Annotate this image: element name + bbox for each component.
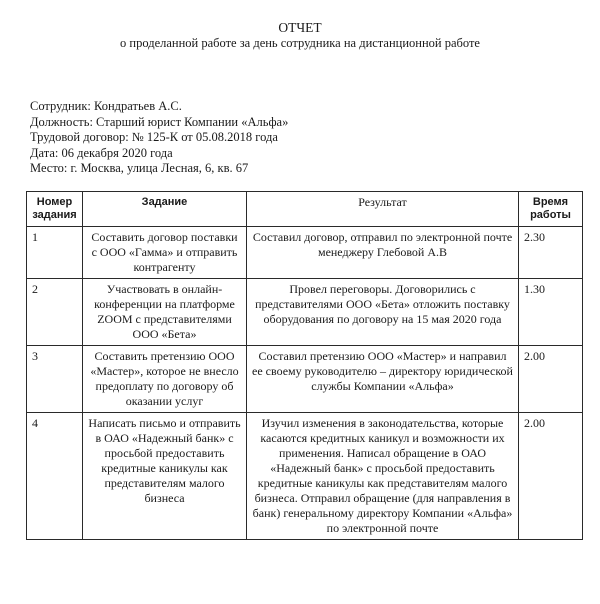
date-line: Дата: 06 декабря 2020 года xyxy=(30,145,173,160)
row-time: 2.00 xyxy=(519,346,583,413)
row-time: 1.30 xyxy=(519,279,583,346)
row-time: 2.00 xyxy=(519,413,583,540)
row-num: 4 xyxy=(27,413,83,540)
table-header-row xyxy=(27,192,583,227)
row-num: 1 xyxy=(27,227,83,279)
table-row xyxy=(27,346,583,413)
row-num: 3 xyxy=(27,346,83,413)
row-task: Составить претензию ООО «Мастер», которое не внесло предоплату по договору об оказании услуг xyxy=(83,346,247,413)
table-row xyxy=(27,227,583,279)
row-result: Провел переговоры. Договорились с представителями ООО «Бета» отложить поставку оборудования по договору на 15 мая 2020 года xyxy=(247,279,519,346)
row-task: Участвовать в онлайн-конференции на платформе ZOOM с представителями ООО «Бета» xyxy=(83,279,247,346)
position-line: Должность: Старший юрист Компании «Альфа» xyxy=(30,114,289,129)
row-num: 2 xyxy=(27,279,83,346)
employee-line: Сотрудник: Кондратьев А.С. xyxy=(30,99,182,113)
header-num: Номер задания xyxy=(27,192,83,227)
row-result: Составил договор, отправил по электронной почте менеджеру Глебовой А.В xyxy=(247,227,519,279)
employee-info xyxy=(30,99,288,177)
row-time: 2.30 xyxy=(519,227,583,279)
contract-line: Трудовой договор: № 125-К от 05.08.2018 года xyxy=(30,130,278,144)
place-line: Место: г. Москва, улица Лесная, 6, кв. 67 xyxy=(30,161,249,175)
report-title: ОТЧЕТ xyxy=(278,20,322,35)
table-row xyxy=(27,413,583,540)
report-subtitle: о проделанной работе за день сотрудника на дистанционной работе xyxy=(120,36,480,50)
row-task: Написать письмо и отправить в ОАО «Надежный банк» с просьбой предоставить кредитные каникулы как представителям малого бизнеса xyxy=(83,413,247,540)
row-task: Составить договор поставки с ООО «Гамма» и отправить контрагенту xyxy=(83,227,247,279)
table-row xyxy=(27,279,583,346)
work-report-table xyxy=(26,191,583,540)
header-task: Задание xyxy=(83,192,247,227)
header-time: Время работы xyxy=(519,192,583,227)
header-result: Результат xyxy=(247,192,519,227)
row-result: Изучил изменения в законодательства, которые касаются кредитных каникул и возможности их применения. Написал обращение в ОАО «Надежный банк» с просьбой предоставить кредитные каникулы как представителям малого бизнеса. Отправил обращение (для направления в банк) генеральному директору Компании «Альфа» по электронной почте xyxy=(247,413,519,540)
row-result: Составил претензию ООО «Мастер» и направил ее своему руководителю – директору юридической службы Компании «Альфа» xyxy=(247,346,519,413)
